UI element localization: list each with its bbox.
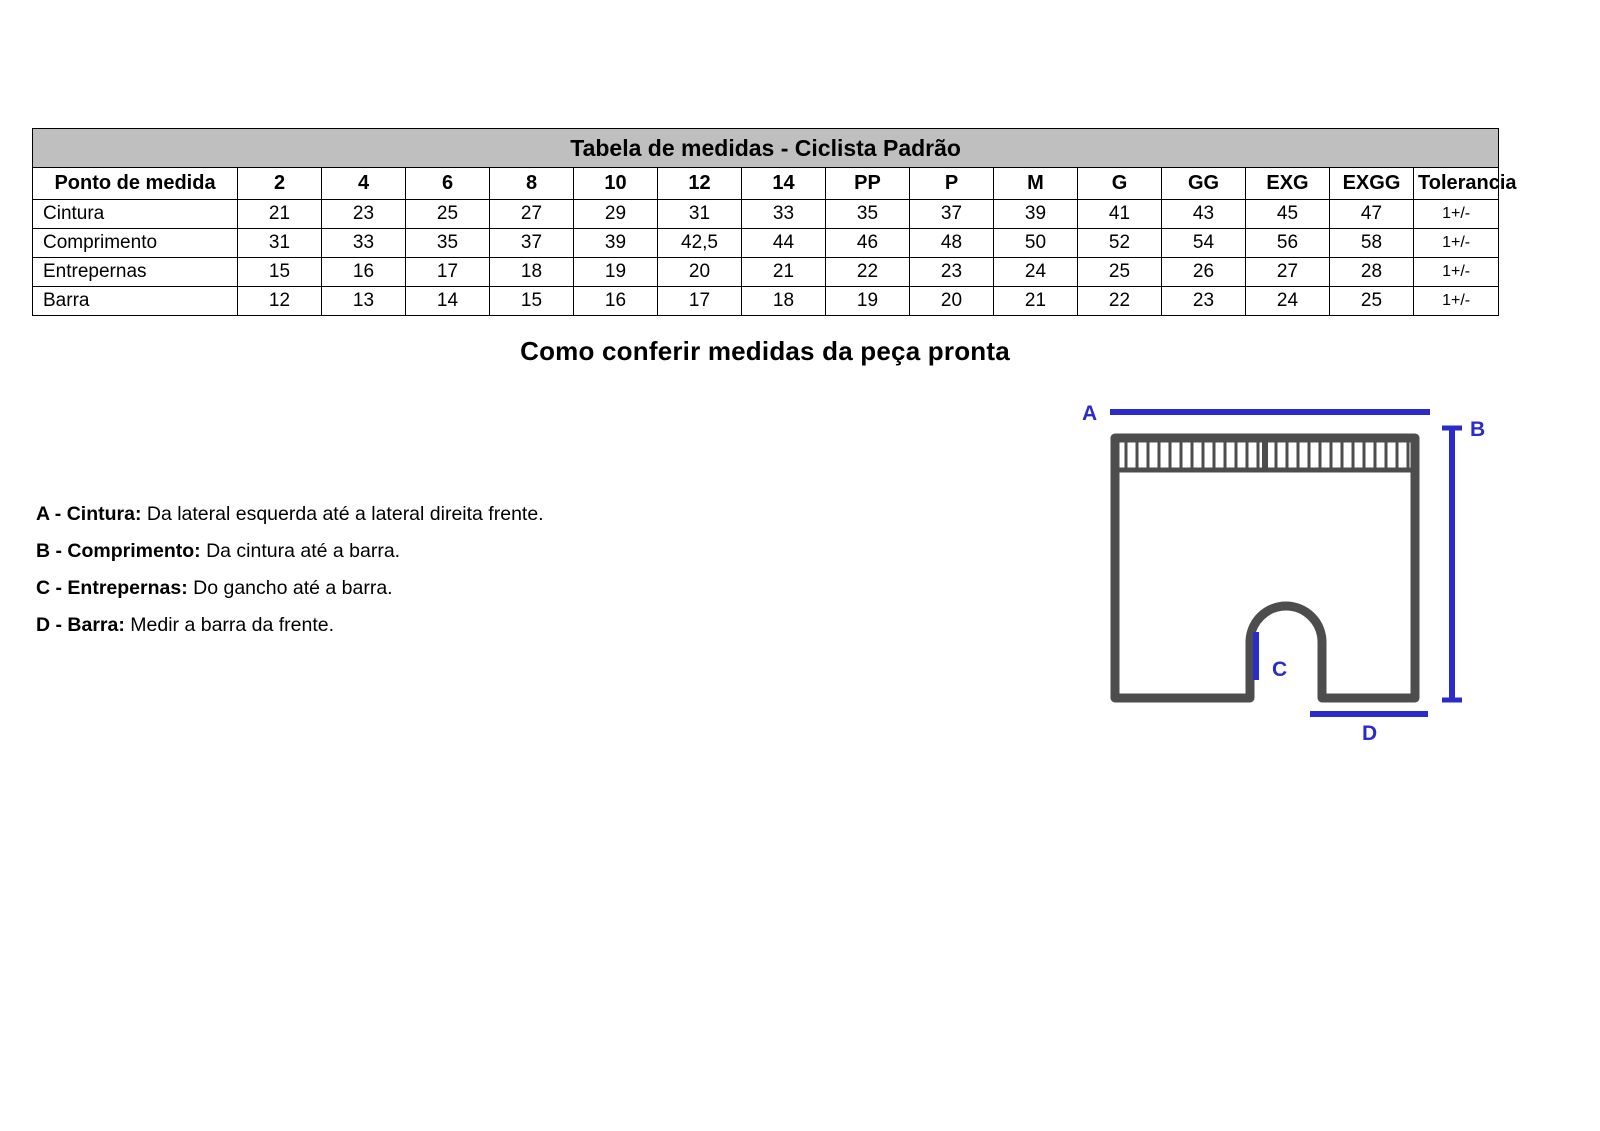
cell-tolerance: 1+/-: [1414, 200, 1499, 229]
cell: 15: [490, 287, 574, 316]
legend-item-cintura: [36, 500, 656, 528]
cell: 52: [1078, 229, 1162, 258]
cell: 17: [406, 258, 490, 287]
column-header-12: 12: [658, 168, 742, 200]
cell: 56: [1246, 229, 1330, 258]
cell: 18: [742, 287, 826, 316]
cell: 19: [826, 287, 910, 316]
cell: 24: [994, 258, 1078, 287]
cell: 22: [1078, 287, 1162, 316]
cell: 28: [1330, 258, 1414, 287]
cell: 33: [322, 229, 406, 258]
cell: 21: [238, 200, 322, 229]
cell: 25: [1078, 258, 1162, 287]
column-header-exg: EXG: [1246, 168, 1330, 200]
table-title: Tabela de medidas - Ciclista Padrão: [33, 129, 1499, 168]
cell: 42,5: [658, 229, 742, 258]
cell: 47: [1330, 200, 1414, 229]
cell: 27: [1246, 258, 1330, 287]
measurements-table: [32, 128, 1517, 316]
shorts-outline-icon: [1115, 438, 1415, 698]
cell: 48: [910, 229, 994, 258]
column-header-14: 14: [742, 168, 826, 200]
diagram-label-c: C: [1272, 658, 1288, 681]
legend-text-cintura: Da lateral esquerda até a lateral direita frente.: [146, 503, 544, 525]
table-header-row: [33, 168, 1499, 200]
cell: 31: [658, 200, 742, 229]
column-header-8: 8: [490, 168, 574, 200]
garment-diagram: [1060, 380, 1520, 760]
column-header-exgg: EXGG: [1330, 168, 1414, 200]
cell: 23: [910, 258, 994, 287]
legend-text-comprimento: Da cintura até a barra.: [206, 540, 401, 562]
diagram-label-a: A: [1082, 402, 1098, 425]
cell: 45: [1246, 200, 1330, 229]
cell: 54: [1162, 229, 1246, 258]
legend-key-cintura: A - Cintura:: [36, 503, 142, 525]
table-row: [33, 258, 1499, 287]
cell-tolerance: 1+/-: [1414, 258, 1499, 287]
column-header-tolerancia: Tolerancia: [1414, 168, 1499, 200]
cell: 25: [1330, 287, 1414, 316]
cell: 24: [1246, 287, 1330, 316]
cell: 23: [1162, 287, 1246, 316]
column-header-6: 6: [406, 168, 490, 200]
row-label-cintura: Cintura: [33, 200, 238, 229]
row-label-barra: Barra: [33, 287, 238, 316]
measurement-legend: [36, 500, 656, 648]
column-header-2: 2: [238, 168, 322, 200]
cell: 22: [826, 258, 910, 287]
cell: 14: [406, 287, 490, 316]
table-row: [33, 287, 1499, 316]
cell: 50: [994, 229, 1078, 258]
diagram-label-b: B: [1470, 418, 1486, 441]
cell: 20: [910, 287, 994, 316]
cell: 37: [910, 200, 994, 229]
cell: 18: [490, 258, 574, 287]
legend-text-barra: Medir a barra da frente.: [130, 614, 335, 636]
row-label-entrepernas: Entrepernas: [33, 258, 238, 287]
cell: 16: [574, 287, 658, 316]
cell: 13: [322, 287, 406, 316]
cell: 31: [238, 229, 322, 258]
column-header-m: M: [994, 168, 1078, 200]
cell: 33: [742, 200, 826, 229]
table-row: [33, 229, 1499, 258]
legend-text-entrepernas: Do gancho até a barra.: [193, 577, 393, 599]
cell: 46: [826, 229, 910, 258]
table-title-row: [33, 129, 1499, 168]
cell: 23: [322, 200, 406, 229]
column-header-p: P: [910, 168, 994, 200]
measure-line-b: [1442, 428, 1462, 700]
cell: 43: [1162, 200, 1246, 229]
table-row: [33, 200, 1499, 229]
column-header-10: 10: [574, 168, 658, 200]
cell: 29: [574, 200, 658, 229]
cell: 27: [490, 200, 574, 229]
cell: 12: [238, 287, 322, 316]
cell: 19: [574, 258, 658, 287]
cell: 21: [742, 258, 826, 287]
cell-tolerance: 1+/-: [1414, 229, 1499, 258]
cell: 37: [490, 229, 574, 258]
cell: 25: [406, 200, 490, 229]
cell: 20: [658, 258, 742, 287]
cell: 58: [1330, 229, 1414, 258]
cell: 26: [1162, 258, 1246, 287]
legend-item-comprimento: [36, 537, 656, 565]
legend-key-barra: D - Barra:: [36, 614, 125, 636]
column-header-pp: PP: [826, 168, 910, 200]
row-label-comprimento: Comprimento: [33, 229, 238, 258]
cell: 21: [994, 287, 1078, 316]
cell-tolerance: 1+/-: [1414, 287, 1499, 316]
size-table-container: [32, 128, 1517, 316]
diagram-label-d: D: [1362, 722, 1378, 745]
cell: 35: [826, 200, 910, 229]
cell: 17: [658, 287, 742, 316]
cell: 15: [238, 258, 322, 287]
legend-key-comprimento: B - Comprimento:: [36, 540, 201, 562]
column-header-gg: GG: [1162, 168, 1246, 200]
legend-key-entrepernas: C - Entrepernas:: [36, 577, 188, 599]
cell: 16: [322, 258, 406, 287]
cell: 44: [742, 229, 826, 258]
column-header-4: 4: [322, 168, 406, 200]
legend-item-entrepernas: [36, 574, 656, 602]
cell: 35: [406, 229, 490, 258]
column-header-g: G: [1078, 168, 1162, 200]
cell: 41: [1078, 200, 1162, 229]
legend-item-barra: [36, 611, 656, 639]
cell: 39: [574, 229, 658, 258]
column-header-ponto-de-medida: Ponto de medida: [33, 168, 238, 200]
cell: 39: [994, 200, 1078, 229]
how-to-measure-title: Como conferir medidas da peça pronta: [520, 336, 1010, 366]
